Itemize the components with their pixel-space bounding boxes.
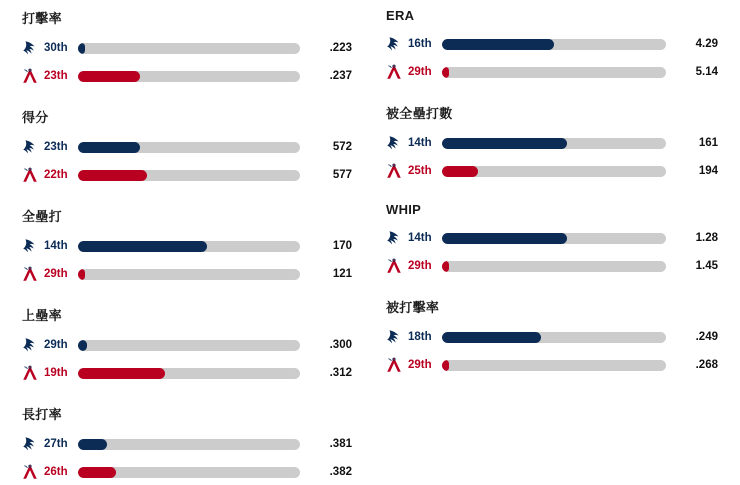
stat-value: 161	[698, 137, 718, 149]
stat-bar-fill	[78, 340, 87, 351]
stat-group-title: 長打率	[22, 407, 62, 422]
stat-value: .223	[329, 42, 352, 54]
rank-label: 29th	[44, 268, 68, 280]
stat-group-title: 被打擊率	[386, 300, 440, 315]
stat-row	[20, 134, 352, 160]
rank-label: 29th	[408, 260, 432, 272]
mariners-logo-icon	[384, 34, 404, 54]
mariners-logo-icon	[384, 228, 404, 248]
stat-bar-track	[78, 439, 300, 450]
stat-bar-track	[78, 142, 300, 153]
stat-group-title: 得分	[22, 110, 49, 125]
stat-row	[20, 360, 352, 386]
stat-bar-track	[442, 138, 666, 149]
angels-logo-icon	[20, 66, 40, 86]
mariners-logo-icon	[384, 133, 404, 153]
stat-group-title: 被全壘打數	[386, 106, 453, 121]
stat-bar-track	[78, 269, 300, 280]
rank-label: 22th	[44, 169, 68, 181]
stat-group	[384, 8, 718, 85]
stat-value: .249	[695, 331, 718, 343]
angels-logo-icon	[20, 363, 40, 383]
stat-bar-track	[442, 332, 666, 343]
stat-value: .268	[695, 359, 718, 371]
stat-value: 1.28	[695, 232, 718, 244]
rank-label: 29th	[408, 66, 432, 78]
stat-bar-track	[78, 170, 300, 181]
right-stat-column	[370, 8, 740, 470]
rank-label: 30th	[44, 42, 68, 54]
stat-group	[384, 202, 718, 279]
stat-bar-fill	[442, 261, 449, 272]
stat-group	[20, 404, 352, 485]
stat-bar-track	[442, 360, 666, 371]
angels-logo-icon	[20, 462, 40, 482]
stat-bar-track	[442, 261, 666, 272]
stat-group-title: 全壘打	[22, 209, 62, 224]
stat-row	[384, 59, 718, 85]
stat-value: 5.14	[695, 66, 718, 78]
stat-group	[20, 107, 352, 188]
stat-bar-track	[78, 467, 300, 478]
stat-row	[20, 35, 352, 61]
stat-value: 170	[332, 240, 352, 252]
angels-logo-icon	[384, 256, 404, 276]
stat-group-title: ERA	[386, 8, 415, 23]
stat-bar-fill	[78, 43, 85, 54]
stat-bar-fill	[78, 368, 165, 379]
angels-logo-icon	[384, 355, 404, 375]
stat-bar-fill	[442, 233, 567, 244]
stat-group	[384, 103, 718, 184]
stat-row	[20, 233, 352, 259]
stat-bar-fill	[442, 166, 478, 177]
mariners-logo-icon	[20, 335, 40, 355]
stat-bar-track	[442, 39, 666, 50]
rank-label: 14th	[408, 232, 432, 244]
stat-group	[384, 297, 718, 378]
left-stat-column	[0, 8, 370, 478]
stat-value: .382	[329, 466, 352, 478]
stat-bar-fill	[442, 332, 541, 343]
stat-bar-fill	[442, 67, 449, 78]
stat-bar-fill	[78, 142, 140, 153]
stat-row	[384, 352, 718, 378]
stat-row	[20, 332, 352, 358]
stat-value: 194	[698, 165, 718, 177]
stat-row	[384, 225, 718, 251]
stat-bar-track	[78, 43, 300, 54]
rank-label: 29th	[408, 359, 432, 371]
stat-bar-fill	[78, 170, 147, 181]
stat-row	[20, 162, 352, 188]
mariners-logo-icon	[20, 38, 40, 58]
stat-group	[20, 305, 352, 386]
stat-bar-track	[442, 67, 666, 78]
stat-bar-track	[442, 233, 666, 244]
stat-bar-fill	[78, 439, 107, 450]
angels-logo-icon	[20, 264, 40, 284]
mariners-logo-icon	[384, 327, 404, 347]
stat-row	[384, 31, 718, 57]
stat-value: .237	[329, 70, 352, 82]
stat-bar-track	[78, 71, 300, 82]
stat-value: 121	[332, 268, 352, 280]
stat-row	[20, 63, 352, 89]
stat-bar-fill	[442, 360, 449, 371]
stat-bar-track	[78, 368, 300, 379]
mariners-logo-icon	[20, 434, 40, 454]
stat-group	[20, 8, 352, 89]
stat-row	[20, 261, 352, 287]
angels-logo-icon	[384, 161, 404, 181]
rank-label: 16th	[408, 38, 432, 50]
stat-group-title: 打擊率	[22, 11, 62, 26]
stat-bar-fill	[442, 39, 554, 50]
rank-label: 23th	[44, 70, 68, 82]
rank-label: 26th	[44, 466, 68, 478]
rank-label: 29th	[44, 339, 68, 351]
rank-label: 14th	[408, 137, 432, 149]
mariners-logo-icon	[20, 236, 40, 256]
stat-bar-fill	[442, 138, 567, 149]
stat-group-title: 上壘率	[22, 308, 62, 323]
stat-value: .381	[329, 438, 352, 450]
stat-group-title: WHIP	[386, 202, 422, 217]
stat-row	[20, 431, 352, 457]
stat-value: .312	[329, 367, 352, 379]
stat-bar-fill	[78, 467, 116, 478]
stat-row	[384, 158, 718, 184]
rank-label: 25th	[408, 165, 432, 177]
stat-row	[384, 324, 718, 350]
stat-value: .300	[329, 339, 352, 351]
stat-bar-track	[78, 241, 300, 252]
stat-row	[384, 253, 718, 279]
stat-row	[384, 130, 718, 156]
rank-label: 19th	[44, 367, 68, 379]
rank-label: 27th	[44, 438, 68, 450]
stat-bar-fill	[78, 269, 85, 280]
angels-logo-icon	[384, 62, 404, 82]
stat-value: 4.29	[695, 38, 718, 50]
stat-group	[20, 206, 352, 287]
stat-bar-fill	[78, 71, 140, 82]
stat-bar-track	[442, 166, 666, 177]
rank-label: 18th	[408, 331, 432, 343]
stat-row	[20, 459, 352, 485]
rank-label: 23th	[44, 141, 68, 153]
stat-value: 577	[332, 169, 352, 181]
stat-bar-fill	[78, 241, 207, 252]
rank-label: 14th	[44, 240, 68, 252]
stat-value: 572	[332, 141, 352, 153]
mariners-logo-icon	[20, 137, 40, 157]
stat-value: 1.45	[695, 260, 718, 272]
angels-logo-icon	[20, 165, 40, 185]
stat-bar-track	[78, 340, 300, 351]
